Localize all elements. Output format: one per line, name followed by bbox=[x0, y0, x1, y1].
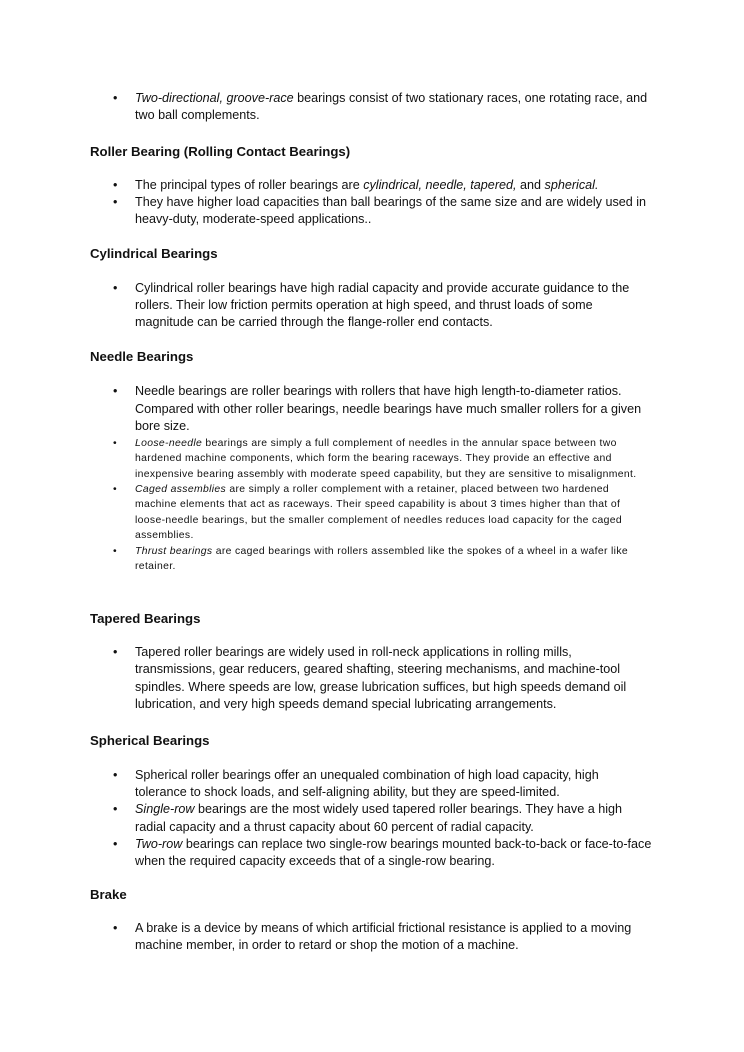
list-item: • A brake is a device by means of which artificial frictional resistance is applied to a moving machine member, in order to retard or shop the motion of a machine. bbox=[0, 920, 744, 954]
section-heading-brake: Brake bbox=[90, 887, 127, 902]
tapered-list bbox=[0, 644, 744, 714]
section-heading-needle: Needle Bearings bbox=[90, 349, 194, 364]
section-heading-roller: Roller Bearing (Rolling Contact Bearings) bbox=[90, 144, 351, 159]
section-heading-spherical: Spherical Bearings bbox=[90, 733, 210, 748]
list-item: • Single-row bearings are the most widely used tapered roller bearings. They have a high radial capacity and a thrust capacity about 60 percent of radial capacity. bbox=[0, 801, 744, 835]
list-item: • Loose-needle bearings are simply a full complement of needles in the annular space between two hardened machine components, which form the bearing raceways. They provide an effective and inexpensive bearing assembly with moderate speed capability, but they are sensitive to misalignment. bbox=[0, 436, 744, 482]
intro-list bbox=[0, 90, 744, 124]
section-heading-tapered: Tapered Bearings bbox=[90, 611, 201, 626]
list-item: • Caged assemblies are simply a roller complement with a retainer, placed between two hardened machine elements that act as raceways. Their speed capability is about 3 times higher than that of loose-needle bearings, but the smaller complement of needles reduces load capacity for the caged assemblies. bbox=[0, 482, 744, 544]
needle-list bbox=[0, 383, 744, 574]
list-item: • They have higher load capacities than ball bearings of the same size and are widely used in heavy-duty, moderate-speed applications.. bbox=[0, 194, 744, 228]
roller-list bbox=[0, 177, 744, 229]
brake-list bbox=[0, 920, 744, 954]
list-item: • Spherical roller bearings offer an unequaled combination of high load capacity, high tolerance to shock loads, and self-aligning ability, but they are speed-limited. bbox=[0, 767, 744, 801]
list-item: • Cylindrical roller bearings have high radial capacity and provide accurate guidance to the rollers. Their low friction permits operation at high speed, and thrust loads of some magnitude can be carried through the flange-roller end contacts. bbox=[0, 280, 744, 332]
list-item: • The principal types of roller bearings are cylindrical, needle, tapered, and spherical. bbox=[0, 177, 744, 194]
list-item: • Two-row bearings can replace two single-row bearings mounted back-to-back or face-to-face when the required capacity exceeds that of a single-row bearing. bbox=[0, 836, 744, 870]
list-item: • Two-directional, groove-race bearings consist of two stationary races, one rotating race, and two ball complements. bbox=[0, 90, 744, 124]
spherical-list bbox=[0, 767, 744, 870]
list-item: • Thrust bearings are caged bearings with rollers assembled like the spokes of a wheel in a wafer like retainer. bbox=[0, 544, 744, 575]
list-item: • Needle bearings are roller bearings with rollers that have high length-to-diameter ratios. Compared with other roller bearings, needle bearings have much smaller rollers for a given bore size. bbox=[0, 383, 744, 436]
list-item: • Tapered roller bearings are widely used in roll-neck applications in rolling mills, transmissions, gear reducers, geared shafting, steering mechanisms, and machine-tool spindles. Where speeds are low, grease lubrication suffices, but high speeds demand oil lubrication, and very high speeds demand special lubricating arrangements. bbox=[0, 644, 744, 714]
cylindrical-list bbox=[0, 280, 744, 332]
section-heading-cylindrical: Cylindrical Bearings bbox=[90, 246, 218, 261]
